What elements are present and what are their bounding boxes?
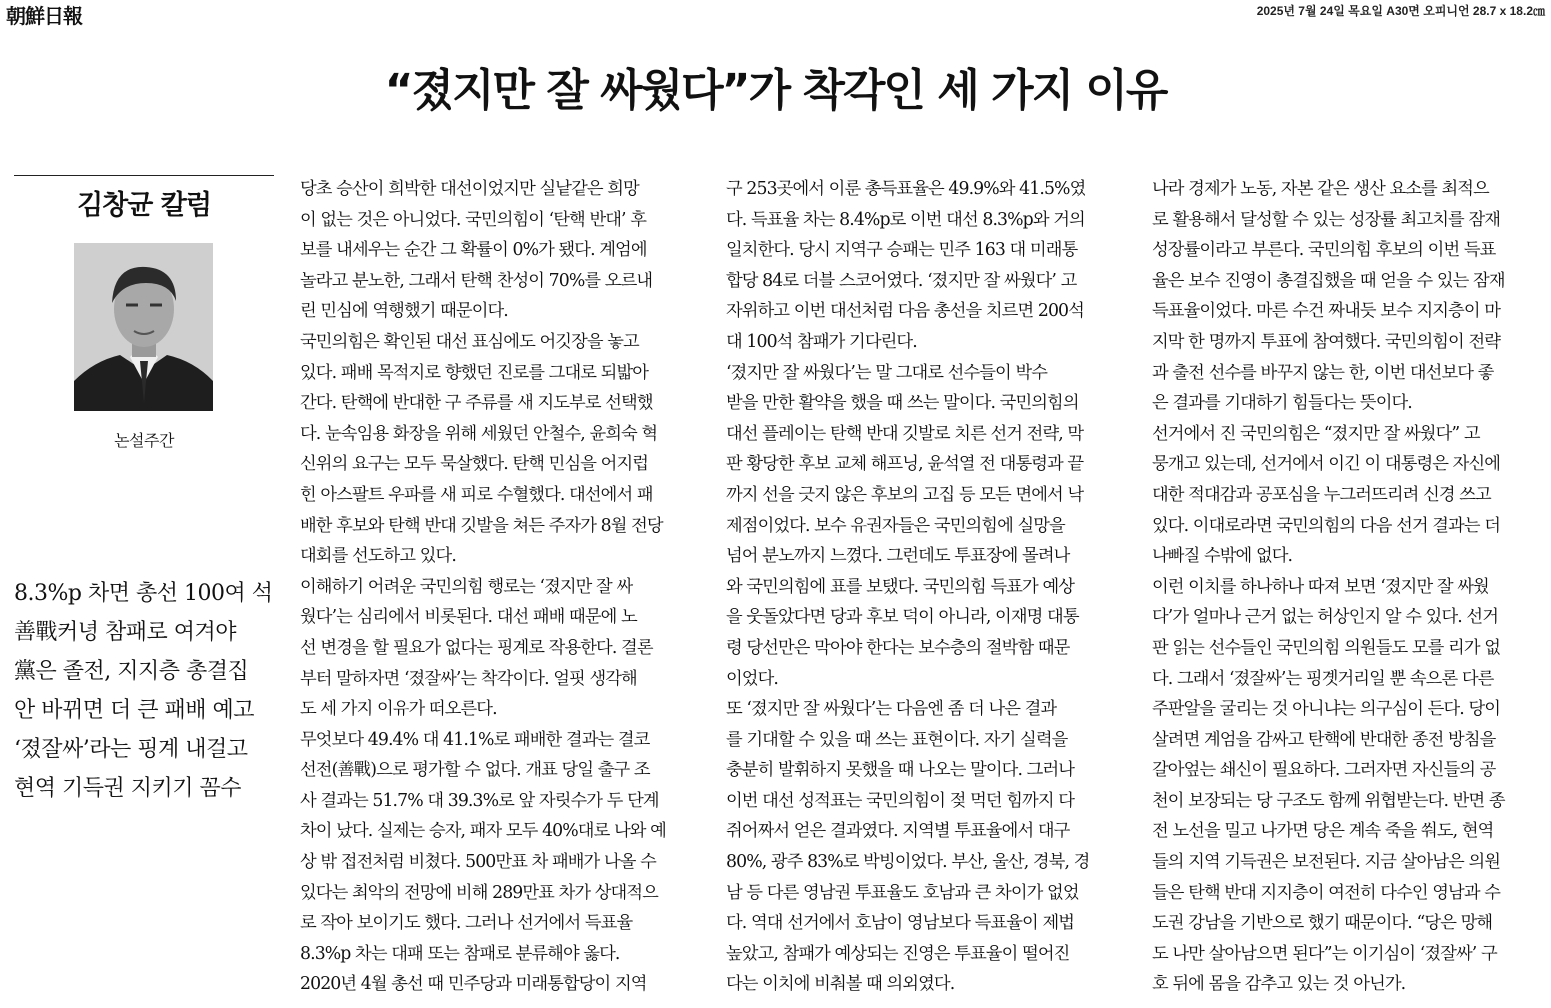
subtitle-line: 8.3%p 차면 총선 100여 석: [14, 581, 273, 606]
text-line: 선 변경을 할 필요가 없다는 핑계로 작용한다. 결론: [300, 637, 653, 658]
text-line: 있다. 패배 목적지로 향했던 진로를 그대로 되밟아: [300, 362, 649, 383]
text-line: 부터 말하자면 ‘졌잘싸’는 착각이다. 얼핏 생각해: [300, 668, 637, 689]
text-line: 무엇보다 49.4% 대 41.1%로 패배한 결과는 결코: [300, 729, 650, 750]
text-line: 은 결과를 기대하기 힘들다는 뜻이다.: [1152, 393, 1412, 414]
text-line: 놀라고 분노한, 그래서 탄핵 찬성이 70%를 오르내: [300, 270, 653, 291]
text-line: 사 결과는 51.7% 대 39.3%로 앞 자릿수가 두 단계: [300, 790, 659, 811]
text-line: 대한 적대감과 공포심을 누그러뜨리려 신경 쓰고: [1152, 484, 1491, 505]
text-line: 린 민심에 역행했기 때문이다.: [300, 301, 508, 322]
text-line: 80%, 광주 83%로 박빙이었다. 부산, 울산, 경북, 경: [726, 852, 1090, 873]
article-subtitle: [14, 574, 276, 808]
text-line: 득표율이었다. 마른 수건 짜내듯 보수 지지층이 마: [1152, 301, 1501, 322]
newspaper-masthead: 朝鮮日報: [6, 4, 82, 28]
body-column-3: [1152, 174, 1532, 1000]
text-line: 호 뒤에 몸을 감추고 있는 것 아닌가.: [1152, 974, 1406, 995]
text-line: 와 국민의힘에 표를 보탰다. 국민의힘 득표가 예상: [726, 576, 1075, 597]
author-portrait-icon: [74, 243, 213, 411]
text-line: 높았고, 참패가 예상되는 진영은 투표율이 떨어진: [726, 943, 1070, 964]
subtitle-line: 현역 기득권 지키기 꼼수: [14, 776, 242, 801]
text-line: 웠다’는 심리에서 비롯된다. 대선 패배 때문에 노: [300, 607, 637, 628]
text-line: 주판알을 굴리는 것 아니냐는 의구심이 든다. 당이: [1152, 699, 1501, 720]
author-role: 논설주간: [114, 431, 174, 450]
text-line: 대회를 선도하고 있다.: [300, 546, 456, 567]
text-line: 쥐어짜서 얻은 결과였다. 지역별 투표율에서 대구: [726, 821, 1070, 842]
text-line: 보를 내세우는 순간 그 확률이 0%가 됐다. 계엄에: [300, 240, 647, 261]
article-headline: “졌지만 잘 싸웠다”가 착각인 세 가지 이유: [384, 65, 1167, 116]
text-line: 이번 대선 성적표는 국민의힘이 젖 먹던 힘까지 다: [726, 790, 1075, 811]
text-line: 일치한다. 당시 지역구 승패는 민주 163 대 미래통: [726, 240, 1078, 261]
subtitle-line: 안 바뀌면 더 큰 패배 예고: [14, 698, 254, 723]
text-line: 들은 탄핵 반대 지지층이 여전히 다수인 영남과 수: [1152, 882, 1501, 903]
text-line: 있다는 최악의 전망에 비해 289만표 차가 상대적으: [300, 882, 658, 903]
text-line: 받을 만한 활약을 했을 때 쓰는 말이다. 국민의힘의: [726, 393, 1079, 414]
text-line: 상 밖 접전처럼 비쳤다. 500만표 차 패배가 나올 수: [300, 852, 656, 873]
text-line: 자위하고 이번 대선처럼 다음 총선을 치르면 200석: [726, 301, 1084, 322]
text-line: 령 당선만은 막아야 한다는 보수층의 절박함 때문: [726, 637, 1070, 658]
sidebar-divider: [14, 175, 274, 176]
text-line: 로 활용해서 달성할 수 있는 성장률 최고치를 잠재: [1152, 209, 1501, 230]
text-line: 다. 득표율 차는 8.4%p로 이번 대선 8.3%p와 거의: [726, 209, 1085, 230]
text-line: 들의 지역 기득권은 보전된다. 지금 살아남은 의원: [1152, 852, 1501, 873]
text-line: 배한 후보와 탄핵 반대 깃발을 쳐든 주자가 8월 전당: [300, 515, 663, 536]
text-line: 성장률이라고 부른다. 국민의힘 후보의 이번 득표: [1152, 240, 1496, 261]
text-line: 나라 경제가 노동, 자본 같은 생산 요소를 최적으: [1152, 179, 1489, 199]
text-line: 충분히 발휘하지 못했을 때 나오는 말이다. 그러나: [726, 760, 1075, 781]
text-line: 를 기대할 수 있을 때 쓰는 표현이다. 자기 실력을: [726, 729, 1068, 750]
column-title: 김창균 칼럼: [77, 190, 211, 221]
text-line: 이해하기 어려운 국민의힘 행로는 ‘졌지만 잘 싸: [300, 576, 633, 597]
text-line: 이었다.: [726, 668, 778, 689]
text-line: 합당 84로 더블 스코어였다. ‘졌지만 잘 싸웠다’ 고: [726, 270, 1077, 291]
text-line: 갈아엎는 쇄신이 필요하다. 그러자면 자신들의 공: [1152, 760, 1496, 781]
text-line: 힌 아스팔트 우파를 새 피로 수혈했다. 대선에서 패: [300, 484, 653, 505]
text-line: 다. 눈속임용 화장을 위해 세웠던 안철수, 윤희숙 혁: [300, 423, 658, 444]
text-line: 넘어 분노까지 느꼈다. 그런데도 투표장에 몰려나: [726, 546, 1070, 567]
text-line: 신위의 요구는 모두 묵살했다. 탄핵 민심을 어지럽: [300, 454, 649, 475]
text-line: 판 황당한 후보 교체 해프닝, 윤석열 전 대통령과 끝: [726, 454, 1084, 475]
text-line: 간다. 탄핵에 반대한 구 주류를 새 지도부로 선택했: [300, 393, 653, 414]
text-line: 다는 이치에 비춰볼 때 의외였다.: [726, 974, 955, 995]
text-line: 을 웃돌았다면 당과 후보 덕이 아니라, 이재명 대통: [726, 607, 1079, 628]
body-column-1: [300, 174, 680, 1000]
text-line: 국민의힘은 확인된 대선 표심에도 어깃장을 놓고: [300, 331, 639, 352]
text-line: 도 나만 살아남으면 된다”는 이기심이 ‘졌잘싸’ 구: [1152, 943, 1497, 964]
author-photo: [74, 243, 213, 411]
subtitle-line: ‘졌잘싸’라는 핑계 내걸고: [14, 737, 248, 762]
text-line: 율은 보수 진영이 총결집했을 때 얻을 수 있는 잠재: [1152, 270, 1505, 291]
body-column-2: [726, 174, 1106, 1000]
text-line: 살려면 계엄을 감싸고 탄핵에 반대한 종전 방침을: [1152, 729, 1496, 750]
text-line: 차이 났다. 실제는 승자, 패자 모두 40%대로 나와 예: [300, 821, 666, 842]
text-line: ‘졌지만 잘 싸웠다’는 말 그대로 선수들이 박수: [726, 362, 1048, 383]
text-line: 이 없는 것은 아니었다. 국민의힘이 ‘탄핵 반대’ 후: [300, 209, 647, 230]
text-line: 남 등 다른 영남권 투표율도 호남과 큰 차이가 없었: [726, 882, 1079, 903]
text-line: 나빠질 수밖에 없다.: [1152, 546, 1293, 567]
text-line: 지막 한 명까지 투표에 참여했다. 국민의힘이 전략: [1152, 331, 1501, 352]
text-line: 과 출전 선수를 바꾸지 않는 한, 이번 대선보다 좋: [1152, 362, 1494, 383]
subtitle-line: 黨은 졸전, 지지층 총결집: [14, 659, 249, 684]
text-line: 로 작아 보이기도 했다. 그러나 선거에서 득표율: [300, 913, 633, 934]
text-line: 제점이었다. 보수 유권자들은 국민의힘에 실망을: [726, 515, 1065, 536]
text-line: 당초 승산이 희박한 대선이었지만 실낱같은 희망: [300, 179, 639, 199]
text-line: 다. 역대 선거에서 호남이 영남보다 득표율이 제법: [726, 913, 1075, 934]
text-line: 까지 선을 긋지 않은 후보의 고집 등 모든 면에서 낙: [726, 484, 1084, 505]
text-line: 뭉개고 있는데, 선거에서 이긴 이 대통령은 자신에: [1152, 454, 1501, 475]
text-line: 도 세 가지 이유가 떠오른다.: [300, 699, 497, 720]
text-line: 선거에서 진 국민의힘은 “졌지만 잘 싸웠다” 고: [1152, 423, 1480, 444]
publication-info: 2025년 7월 24일 목요일 A30면 오피니언 28.7 x 18.2㎝: [1256, 4, 1545, 18]
text-line: 선전(善戰)으로 평가할 수 없다. 개표 당일 출구 조: [300, 760, 650, 781]
text-line: 대 100석 참패가 기다린다.: [726, 331, 917, 352]
text-line: 구 253곳에서 이룬 총득표율은 49.9%와 41.5%였: [726, 179, 1086, 199]
text-line: 8.3%p 차는 대패 또는 참패로 분류해야 옳다.: [300, 943, 620, 964]
text-line: 다’가 얼마나 근거 없는 허상인지 알 수 있다. 선거: [1152, 607, 1499, 628]
text-line: 판 읽는 선수들인 국민의힘 의원들도 모를 리가 없: [1152, 637, 1501, 658]
text-line: 다. 그래서 ‘졌잘싸’는 핑곗거리일 뿐 속으론 다른: [1152, 668, 1494, 689]
text-line: 또 ‘졌지만 잘 싸웠다’는 다음엔 좀 더 나은 결과: [726, 699, 1057, 720]
text-line: 이런 이치를 하나하나 따져 보면 ‘졌지만 잘 싸웠: [1152, 576, 1489, 597]
text-line: 있다. 이대로라면 국민의힘의 다음 선거 결과는 더: [1152, 515, 1501, 536]
text-line: 천이 보장되는 당 구조도 함께 위협받는다. 반면 종: [1152, 790, 1505, 811]
subtitle-line: 善戰커녕 참패로 여겨야: [14, 620, 237, 645]
text-line: 대선 플레이는 탄핵 반대 깃발로 치른 선거 전략, 막: [726, 423, 1084, 444]
text-line: 도권 강남을 기반으로 했기 때문이다. “당은 망해: [1152, 913, 1493, 934]
text-line: 전 노선을 밀고 나가면 당은 계속 죽을 쒀도, 현역: [1152, 821, 1494, 842]
text-line: 2020년 4월 총선 때 민주당과 미래통합당이 지역: [300, 974, 647, 995]
